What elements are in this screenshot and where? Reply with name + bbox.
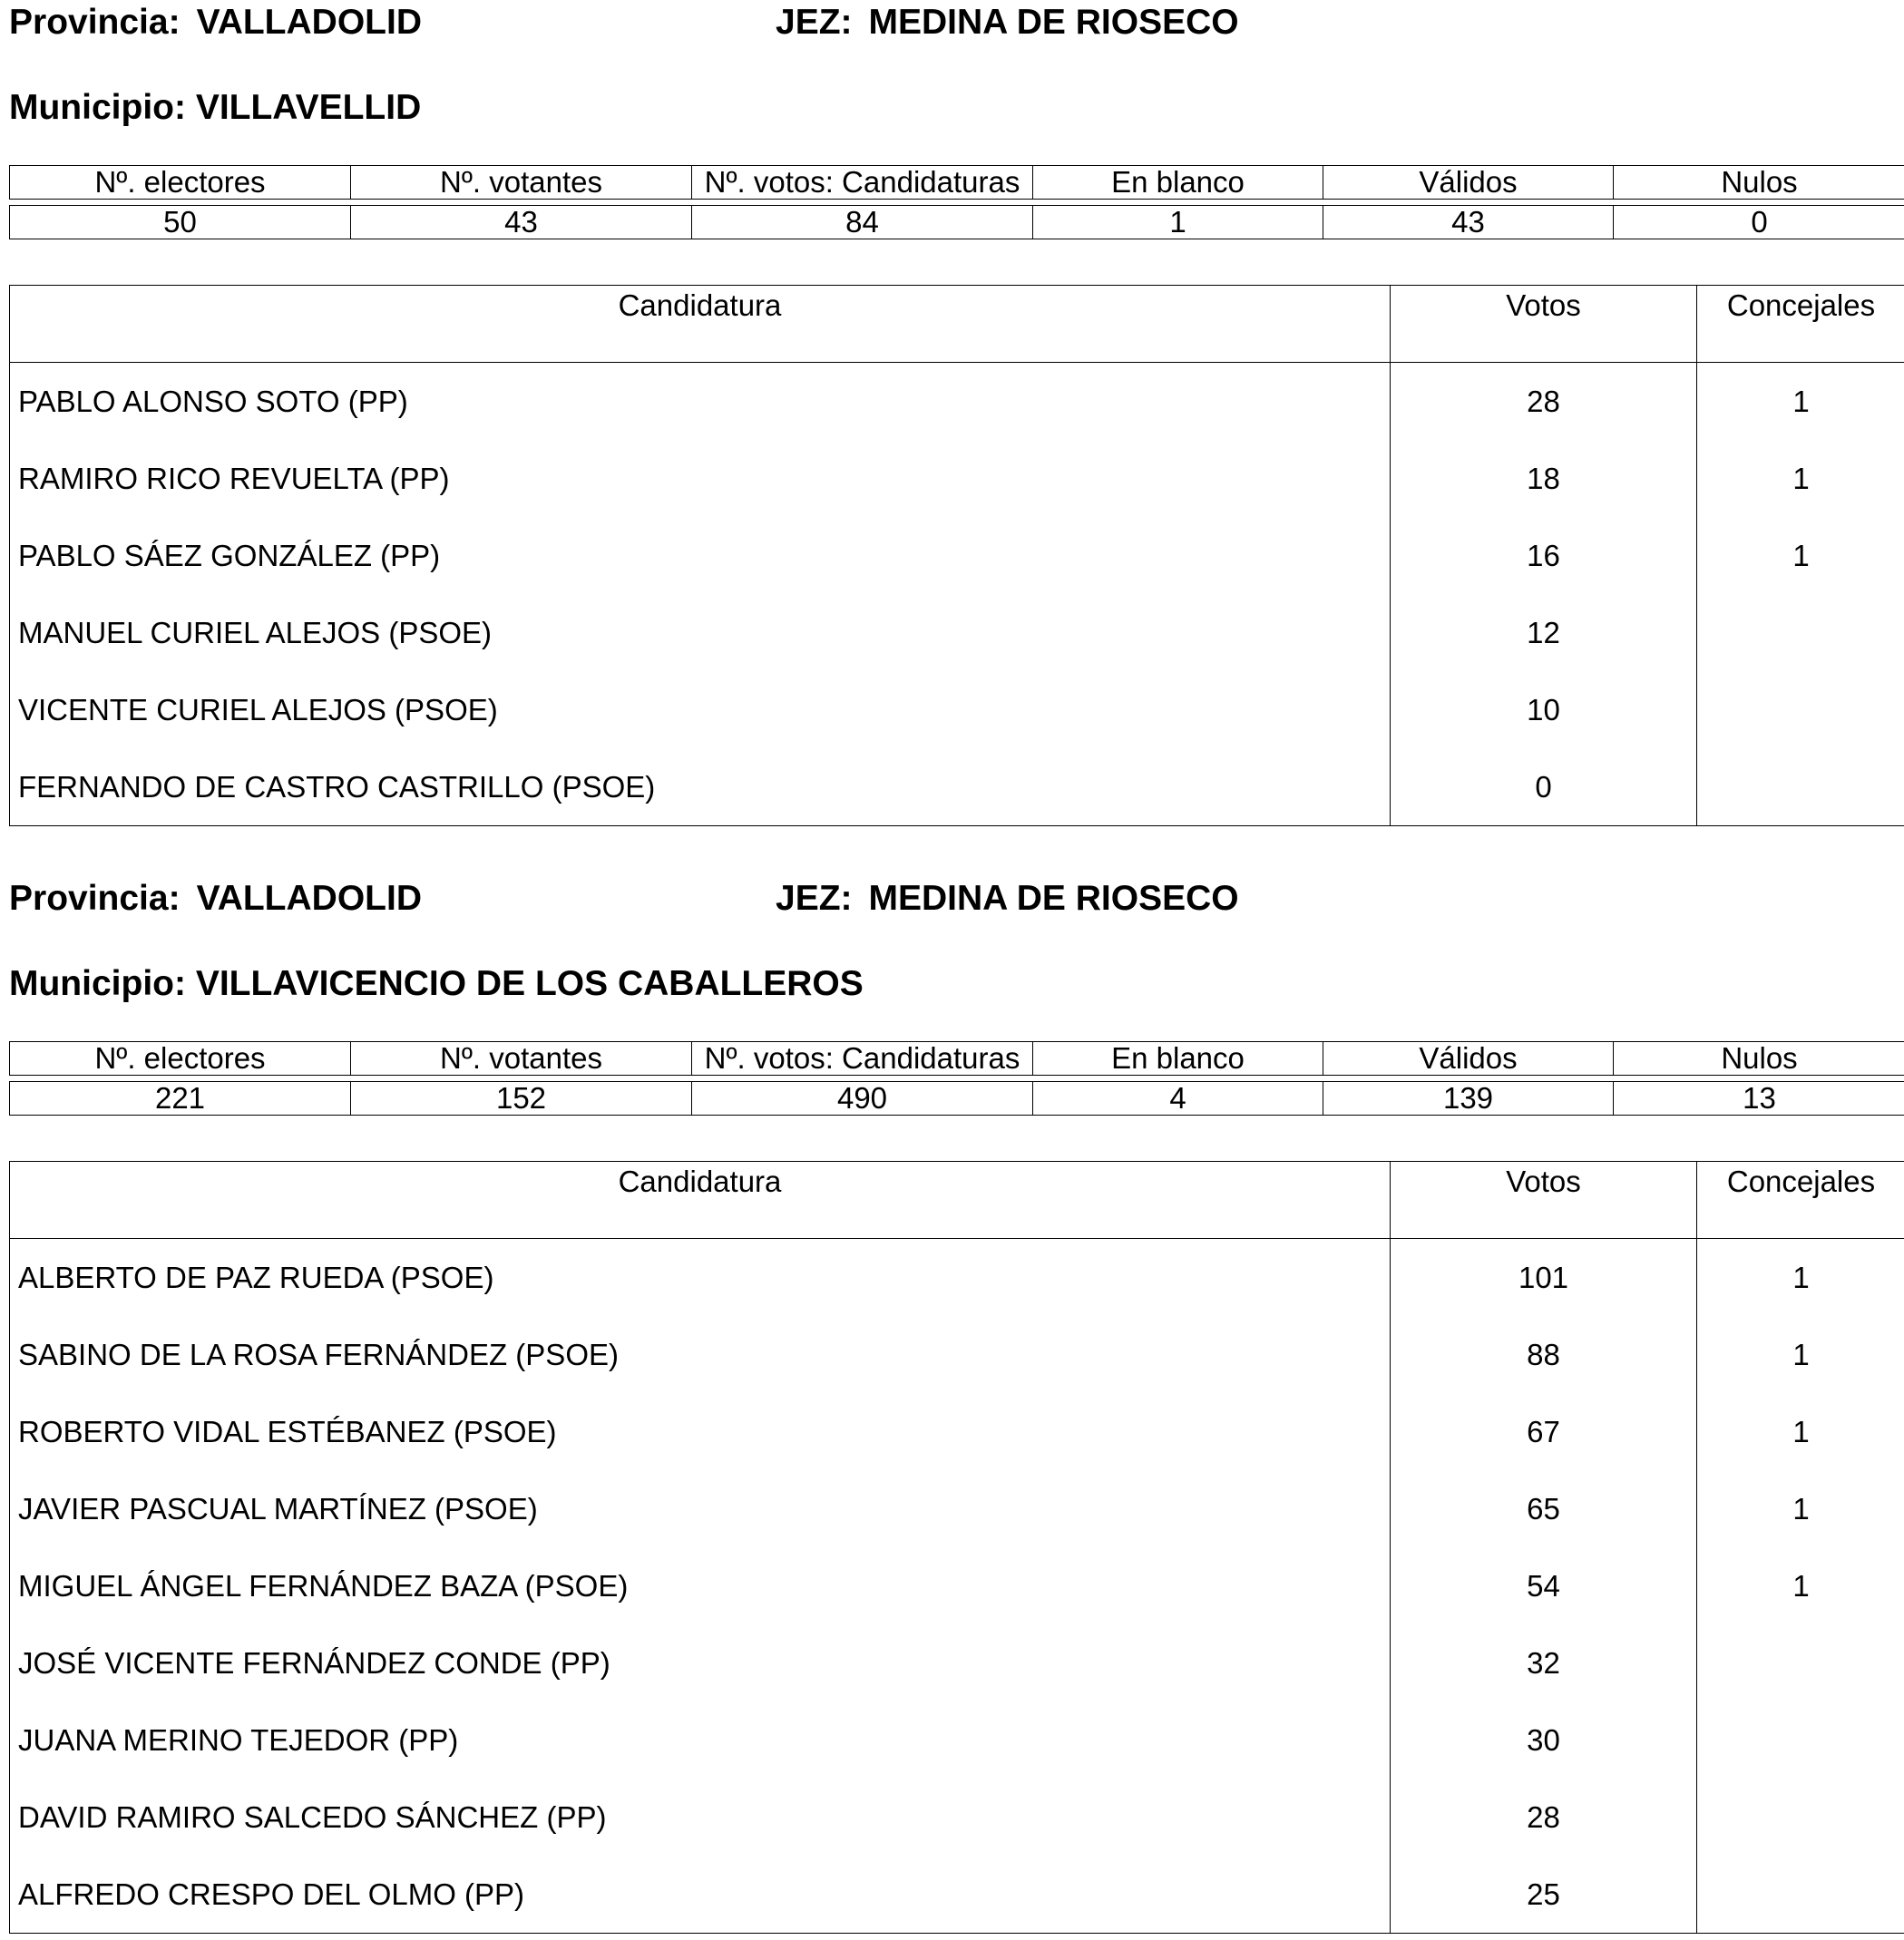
stats-header-cell: Nº. electores	[10, 166, 351, 200]
candidate-concejales: 1	[1697, 363, 1904, 441]
stats-value-row	[10, 206, 1904, 239]
candidate-votos: 54	[1391, 1547, 1697, 1624]
candidate-concejales: 1	[1697, 1470, 1904, 1547]
candidate-name: ROBERTO VIDAL ESTÉBANEZ (PSOE)	[10, 1393, 1391, 1470]
votos-header: Votos	[1391, 286, 1697, 363]
candidate-concejales	[1697, 1779, 1904, 1856]
stats-table	[9, 165, 1904, 239]
stats-header-cell: Válidos	[1323, 166, 1614, 200]
candidate-name: ALFREDO CRESPO DEL OLMO (PP)	[10, 1856, 1391, 1934]
candidate-concejales: 1	[1697, 440, 1904, 517]
candidate-concejales: 1	[1697, 517, 1904, 594]
stats-header-cell: Nº. votantes	[351, 166, 692, 200]
candidate-row	[10, 1393, 1904, 1470]
stats-value-row	[10, 1082, 1904, 1116]
candidate-name: MIGUEL ÁNGEL FERNÁNDEZ BAZA (PSOE)	[10, 1547, 1391, 1624]
stats-value-cell: 13	[1614, 1082, 1904, 1116]
candidate-row	[10, 1779, 1904, 1856]
jez-heading	[776, 2, 1239, 44]
municipio-label: Municipio:	[9, 88, 186, 127]
provincia-label: Provincia:	[9, 3, 181, 42]
stats-header-cell: Nº. votos: Candidaturas	[692, 1042, 1033, 1076]
candidate-concejales	[1697, 1701, 1904, 1779]
candidate-row	[10, 1470, 1904, 1547]
candidate-row	[10, 1316, 1904, 1393]
candidate-votos: 12	[1391, 594, 1697, 671]
stats-value-cell: 4	[1033, 1082, 1323, 1116]
candidatura-header: Candidatura	[10, 1162, 1391, 1239]
candidate-name: PABLO SÁEZ GONZÁLEZ (PP)	[10, 517, 1391, 594]
municipio-heading	[9, 87, 421, 129]
candidate-concejales	[1697, 1624, 1904, 1701]
candidate-votos: 25	[1391, 1856, 1697, 1934]
provincia-value: VALLADOLID	[196, 3, 422, 42]
candidate-row	[10, 1547, 1904, 1624]
candidate-name: FERNANDO DE CASTRO CASTRILLO (PSOE)	[10, 748, 1391, 826]
candidate-row	[10, 1239, 1904, 1317]
jez-label: JEZ:	[776, 3, 853, 42]
candidate-row	[10, 1856, 1904, 1934]
municipio-value: VILLAVICENCIO DE LOS CABALLEROS	[195, 964, 864, 1003]
votos-header: Votos	[1391, 1162, 1697, 1239]
stats-header-cell: En blanco	[1033, 1042, 1323, 1076]
stats-header-cell: En blanco	[1033, 166, 1323, 200]
candidate-name: SABINO DE LA ROSA FERNÁNDEZ (PSOE)	[10, 1316, 1391, 1393]
candidate-votos: 88	[1391, 1316, 1697, 1393]
concejales-header: Concejales	[1697, 286, 1904, 363]
candidate-votos: 28	[1391, 1779, 1697, 1856]
candidate-votos: 10	[1391, 671, 1697, 748]
candidate-name: VICENTE CURIEL ALEJOS (PSOE)	[10, 671, 1391, 748]
candidate-votos: 65	[1391, 1470, 1697, 1547]
candidate-name: JUANA MERINO TEJEDOR (PP)	[10, 1701, 1391, 1779]
municipio-heading	[9, 963, 864, 1005]
candidate-votos: 32	[1391, 1624, 1697, 1701]
candidate-row	[10, 594, 1904, 671]
candidate-concejales	[1697, 748, 1904, 826]
candidate-votos: 30	[1391, 1701, 1697, 1779]
stats-value-cell: 221	[10, 1082, 351, 1116]
candidate-concejales: 1	[1697, 1547, 1904, 1624]
candidates-table	[9, 285, 1904, 826]
candidate-name: DAVID RAMIRO SALCEDO SÁNCHEZ (PP)	[10, 1779, 1391, 1856]
candidate-name: MANUEL CURIEL ALEJOS (PSOE)	[10, 594, 1391, 671]
candidate-row	[10, 671, 1904, 748]
jez-value: MEDINA DE RIOSECO	[868, 879, 1239, 918]
candidate-row	[10, 748, 1904, 826]
stats-value-cell: 152	[351, 1082, 692, 1116]
stats-value-cell: 490	[692, 1082, 1033, 1116]
candidate-votos: 18	[1391, 440, 1697, 517]
candidatura-header: Candidatura	[10, 286, 1391, 363]
candidate-concejales: 1	[1697, 1316, 1904, 1393]
candidate-concejales	[1697, 1856, 1904, 1934]
stats-value-cell: 139	[1323, 1082, 1614, 1116]
candidate-votos: 28	[1391, 363, 1697, 441]
municipio-label: Municipio:	[9, 964, 186, 1003]
concejales-header: Concejales	[1697, 1162, 1904, 1239]
provincia-heading	[9, 2, 422, 44]
municipio-value: VILLAVELLID	[195, 88, 422, 127]
candidate-name: RAMIRO RICO REVUELTA (PP)	[10, 440, 1391, 517]
stats-value-cell: 84	[692, 206, 1033, 239]
candidate-name: PABLO ALONSO SOTO (PP)	[10, 363, 1391, 441]
candidate-votos: 0	[1391, 748, 1697, 826]
stats-header-row	[10, 166, 1904, 200]
stats-value-cell: 0	[1614, 206, 1904, 239]
stats-value-cell: 1	[1033, 206, 1323, 239]
candidate-concejales	[1697, 594, 1904, 671]
candidate-name: JAVIER PASCUAL MARTÍNEZ (PSOE)	[10, 1470, 1391, 1547]
stats-header-cell: Nulos	[1614, 1042, 1904, 1076]
stats-header-cell: Válidos	[1323, 1042, 1614, 1076]
candidate-name: JOSÉ VICENTE FERNÁNDEZ CONDE (PP)	[10, 1624, 1391, 1701]
candidate-row	[10, 517, 1904, 594]
candidate-concejales	[1697, 671, 1904, 748]
stats-header-cell: Nº. electores	[10, 1042, 351, 1076]
stats-value-cell: 43	[351, 206, 692, 239]
jez-value: MEDINA DE RIOSECO	[868, 3, 1239, 42]
candidate-votos: 16	[1391, 517, 1697, 594]
candidate-row	[10, 1624, 1904, 1701]
candidates-header-row	[10, 286, 1904, 363]
provincia-heading	[9, 878, 422, 920]
stats-header-cell: Nulos	[1614, 166, 1904, 200]
candidate-row	[10, 440, 1904, 517]
jez-label: JEZ:	[776, 879, 853, 918]
jez-heading	[776, 878, 1239, 920]
provincia-value: VALLADOLID	[196, 879, 422, 918]
candidate-row	[10, 363, 1904, 441]
stats-header-cell: Nº. votantes	[351, 1042, 692, 1076]
candidate-votos: 67	[1391, 1393, 1697, 1470]
candidate-concejales: 1	[1697, 1393, 1904, 1470]
candidate-votos: 101	[1391, 1239, 1697, 1317]
provincia-label: Provincia:	[9, 879, 181, 918]
candidates-table	[9, 1161, 1904, 1934]
stats-header-cell: Nº. votos: Candidaturas	[692, 166, 1033, 200]
candidate-row	[10, 1701, 1904, 1779]
candidates-header-row	[10, 1162, 1904, 1239]
stats-value-cell: 43	[1323, 206, 1614, 239]
stats-value-cell: 50	[10, 206, 351, 239]
stats-table	[9, 1041, 1904, 1116]
candidate-name: ALBERTO DE PAZ RUEDA (PSOE)	[10, 1239, 1391, 1317]
candidate-concejales: 1	[1697, 1239, 1904, 1317]
stats-header-row	[10, 1042, 1904, 1076]
